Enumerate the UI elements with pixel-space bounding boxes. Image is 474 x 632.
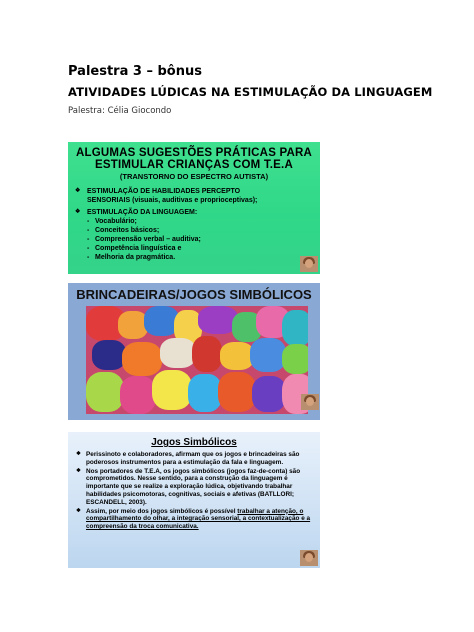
presenter-thumbnail	[301, 394, 319, 410]
slide1-sublist	[87, 217, 313, 262]
slide-suggestions	[68, 142, 320, 274]
slide1-bullet1-line2: SENSORIAIS (visuais, auditivas e proprioceptivas);	[87, 197, 258, 204]
slide1-bullet-language	[75, 208, 313, 217]
slide1-title-line1: ALGUMAS SUGESTÕES PRÁTICAS PARA	[75, 147, 312, 159]
slide1-bullet2: ESTIMULAÇÃO DA LINGUAGEM:	[87, 209, 198, 216]
presenter-thumbnail	[300, 256, 318, 272]
speaker-line: Palestra: Célia Giocondo	[68, 106, 172, 116]
slide1-bullet-perceptual	[75, 187, 313, 205]
slide1-title-line2: ESTIMULAR CRIANÇAS COM T.E.A	[95, 159, 293, 171]
list-item: ❖ Perissinoto e colaboradores, afirmam que os jogos e brincadeiras são poderosos instrumentos para a estimulação da fala e linguagem.	[76, 451, 300, 466]
slide3-item3-underlined: trabalhar a atenção, o compartilhamento do olhar, a integração sensorial, a contextualização e a compreensão da troca comunicativa.	[86, 507, 311, 531]
list-item: - Compreensão verbal – auditiva;	[87, 236, 201, 243]
presenter-thumbnail	[300, 550, 318, 566]
slide1-list	[75, 187, 313, 262]
diamond-bullet-icon: ❖	[75, 209, 81, 215]
list-item: - Conceitos básicos;	[87, 227, 160, 234]
diamond-bullet-icon: ❖	[76, 507, 81, 514]
list-item: - Vocabulário;	[87, 218, 137, 225]
document-heading: ATIVIDADES LÚDICAS NA ESTIMULAÇÃO DA LINGUAGEM	[68, 85, 433, 99]
slide-symbolic-games	[68, 432, 320, 568]
slide3-title: Jogos Simbólicos	[151, 437, 237, 448]
diamond-bullet-icon: ❖	[75, 188, 81, 194]
document-title: Palestra 3 – bônus	[68, 64, 202, 79]
toys-photo	[86, 306, 308, 414]
list-item: - Melhoria da pragmática.	[87, 254, 176, 261]
slide3-list	[76, 451, 312, 531]
slide-symbolic-play	[68, 283, 320, 420]
list-item	[76, 508, 312, 531]
slide3-item3-lead: Assim, por meio dos jogos simbólicos é possível	[86, 507, 236, 515]
list-item: - Competência linguística e	[87, 245, 182, 252]
slide2-title: BRINCADEIRAS/JOGOS SIMBÓLICOS	[76, 287, 312, 302]
slide1-bullet1-line1: ESTIMULAÇÃO DE HABILIDADES PERCEPTO	[87, 188, 241, 195]
list-item: ❖ Nos portadores de T.E.A, os jogos simbólicos (jogos faz-de-conta) são comprometidos. Nesse sentido, para a construção da linguagem é importante que se realize a exploração lúdica, objetivando trabalhar habilidades psicomotoras, cognitivas, sociais e afetivas (BATLLORI; ESCANDELL, 2003).	[76, 467, 301, 506]
slide1-subtitle: (TRANSTORNO DO ESPECTRO AUTISTA)	[119, 172, 269, 181]
diamond-bullet-icon: ❖	[76, 451, 81, 457]
diamond-bullet-icon: ❖	[76, 467, 81, 474]
